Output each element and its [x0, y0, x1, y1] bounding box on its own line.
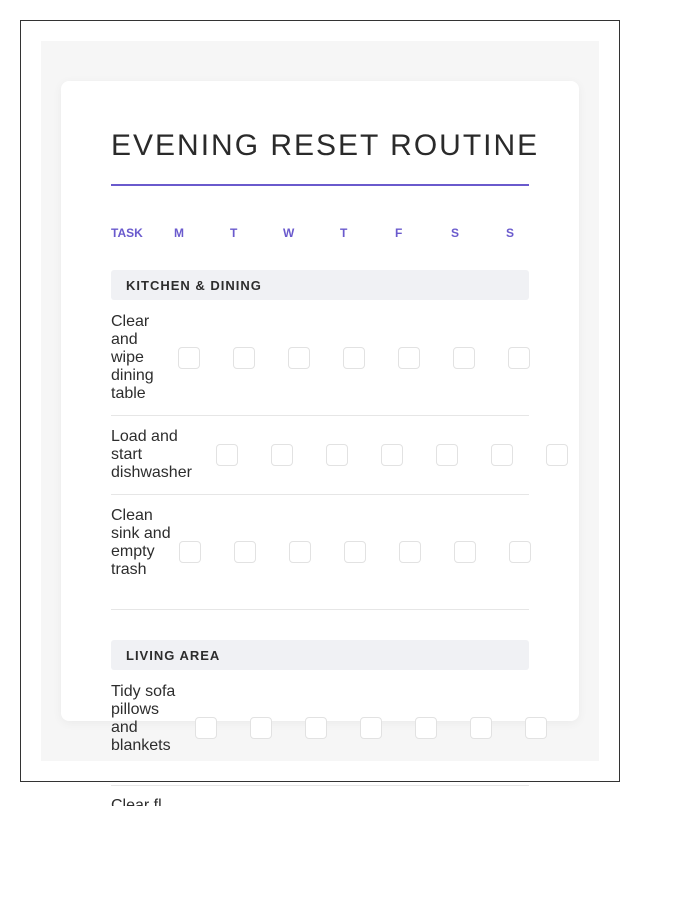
task-checkbox[interactable] [399, 541, 421, 563]
column-header-day: S [506, 226, 515, 240]
clip-cover [100, 806, 540, 846]
task-checkbox[interactable] [509, 541, 531, 563]
task-checkbox[interactable] [453, 347, 475, 369]
section-header-living [111, 640, 529, 670]
task-checkbox[interactable] [360, 717, 382, 739]
task-label: Clean sink and empty trash [111, 507, 171, 578]
page-title: EVENING RESET ROUTINE [111, 129, 540, 162]
task-label: Load and start dishwasher [111, 428, 192, 481]
task-checkbox[interactable] [326, 444, 348, 466]
column-header-day: F [395, 226, 403, 240]
column-header-day: M [174, 226, 184, 240]
row-divider [111, 415, 529, 416]
task-checkbox[interactable] [271, 444, 293, 466]
row-divider [111, 785, 529, 786]
task-label: Clear and wipe dining table [111, 313, 154, 402]
section-title: KITCHEN & DINING [126, 278, 262, 293]
task-checkbox[interactable] [178, 347, 200, 369]
task-checkbox[interactable] [233, 347, 255, 369]
task-checkbox[interactable] [179, 541, 201, 563]
row-divider [111, 609, 529, 610]
task-checkbox[interactable] [288, 347, 310, 369]
column-header-task: TASK [111, 226, 143, 240]
task-checkbox[interactable] [381, 444, 403, 466]
task-checkbox[interactable] [289, 541, 311, 563]
title-underline [111, 184, 529, 186]
row-divider [111, 494, 529, 495]
task-checkbox[interactable] [250, 717, 272, 739]
task-checkbox[interactable] [398, 347, 420, 369]
task-checkbox[interactable] [436, 444, 458, 466]
column-header-day: T [340, 226, 348, 240]
task-checkbox[interactable] [491, 444, 513, 466]
task-checkbox[interactable] [343, 347, 365, 369]
task-checkbox[interactable] [415, 717, 437, 739]
section-header-kitchen [111, 270, 529, 300]
task-checkbox[interactable] [195, 717, 217, 739]
task-checkbox[interactable] [508, 347, 530, 369]
column-header-day: T [230, 226, 238, 240]
task-checkbox[interactable] [470, 717, 492, 739]
task-label: Tidy sofa pillows and blankets [111, 683, 176, 754]
task-checkbox[interactable] [454, 541, 476, 563]
task-checkbox[interactable] [305, 717, 327, 739]
task-checkbox[interactable] [344, 541, 366, 563]
section-title: LIVING AREA [126, 648, 221, 663]
task-checkbox[interactable] [525, 717, 547, 739]
column-header-day: S [451, 226, 460, 240]
task-checkbox[interactable] [234, 541, 256, 563]
column-header-day: W [283, 226, 295, 240]
task-checkbox[interactable] [216, 444, 238, 466]
task-checkbox[interactable] [546, 444, 568, 466]
